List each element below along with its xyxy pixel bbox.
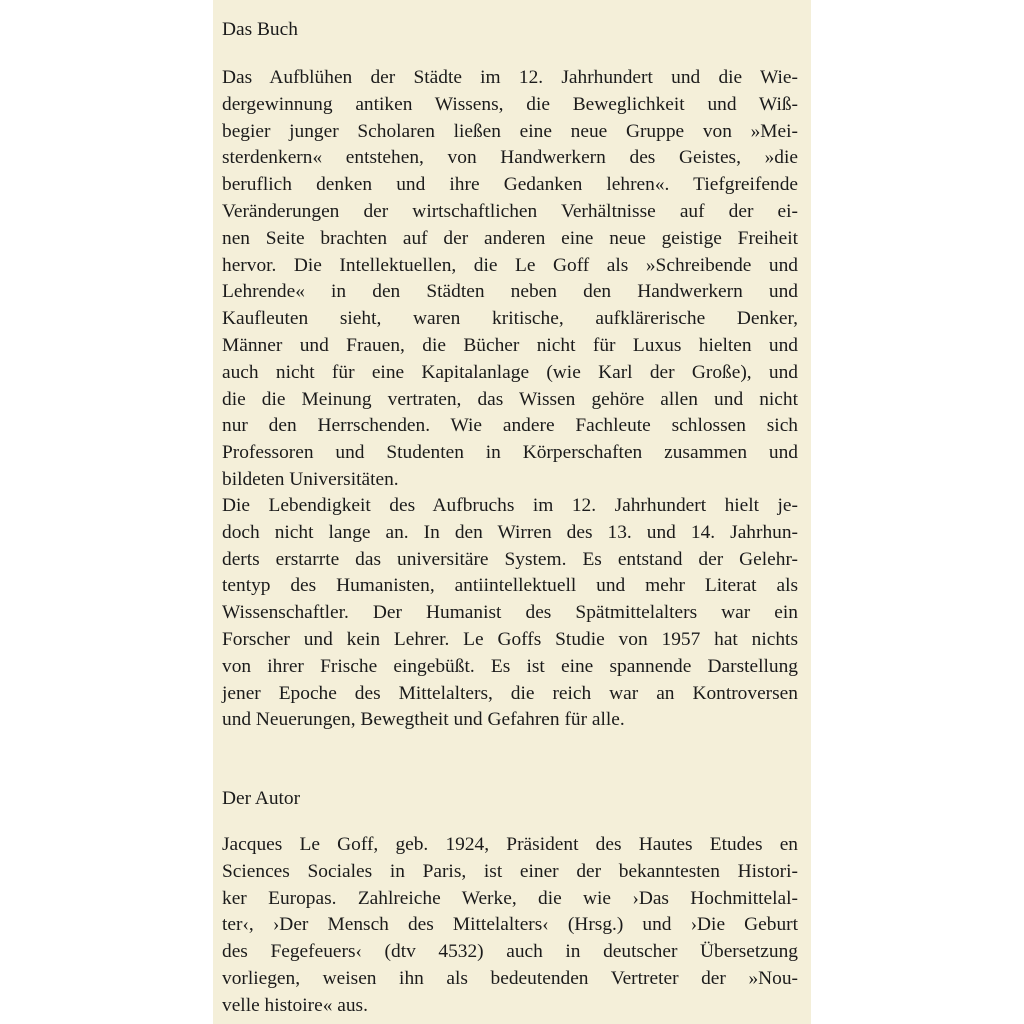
text-line: ter‹, ›Der Mensch des Mittelalters‹ (Hrsg.) und ›Die Geburt bbox=[222, 914, 798, 936]
text-line: die die Meinung vertraten, das Wissen gehöre allen und nicht bbox=[222, 388, 798, 410]
text-line: Die Lebendigkeit des Aufbruchs im 12. Jahrhundert hielt je- bbox=[222, 495, 798, 516]
book-page bbox=[213, 0, 811, 1024]
text-line: Wissenschaftler. Der Humanist des Spätmittelalters war ein bbox=[222, 602, 798, 624]
text-line: Jacques Le Goff, geb. 1924, Präsident des Hautes Etudes en bbox=[222, 834, 798, 855]
text-line: des Fegefeuers‹ (dtv 4532) auch in deutscher Übersetzung bbox=[222, 941, 798, 963]
text-line: begier junger Scholaren ließen eine neue Gruppe von »Mei- bbox=[222, 120, 798, 142]
text-line: velle histoire« aus. bbox=[222, 994, 368, 1016]
text-line: derts erstarrte das universitäre System. Es entstand der Gelehr- bbox=[222, 548, 798, 570]
text-line: ker Europas. Zahlreiche Werke, die wie ›Das Hochmittelal- bbox=[222, 887, 798, 909]
text-line: jener Epoche des Mittelalters, die reich war an Kontroversen bbox=[222, 682, 798, 704]
text-line: tentyp des Humanisten, antiintellektuell und mehr Literat als bbox=[222, 575, 798, 597]
text-line: vorliegen, weisen ihn als bedeutenden Vertreter der »Nou- bbox=[222, 967, 798, 989]
text-line: doch nicht lange an. In den Wirren des 13. und 14. Jahrhun- bbox=[222, 521, 798, 543]
text-line: von ihrer Frische eingebüßt. Es ist eine spannende Darstellung bbox=[222, 655, 798, 677]
author-description-paragraph bbox=[222, 832, 798, 1020]
book-description-paragraph-1 bbox=[222, 65, 798, 494]
text-line: Das Aufblühen der Städte im 12. Jahrhundert und die Wie- bbox=[222, 67, 798, 88]
text-line: Veränderungen der wirtschaftlichen Verhältnisse auf der ei- bbox=[222, 200, 798, 222]
text-line: auch nicht für eine Kapitalanlage (wie Karl der Große), und bbox=[222, 361, 798, 383]
text-line: beruflich denken und ihre Gedanken lehren«. Tiefgreifende bbox=[222, 174, 798, 196]
author-heading: Der Autor bbox=[222, 788, 301, 809]
text-line: sterdenkern« entstehen, von Handwerkern des Geistes, »die bbox=[222, 147, 798, 169]
text-line: hervor. Die Intellektuellen, die Le Goff als »Schreibende und bbox=[222, 254, 798, 276]
text-line: Sciences Sociales in Paris, ist einer der bekanntesten Histori- bbox=[222, 860, 798, 882]
book-description-paragraph-2 bbox=[222, 493, 798, 734]
book-heading: Das Buch bbox=[222, 19, 298, 40]
text-line: Männer und Frauen, die Bücher nicht für Luxus hielten und bbox=[222, 334, 798, 356]
text-line: Lehrende« in den Städten neben den Handwerkern und bbox=[222, 281, 798, 303]
text-line: und Neuerungen, Bewegtheit und Gefahren für alle. bbox=[222, 709, 625, 731]
text-line: dergewinnung antiken Wissens, die Beweglichkeit und Wiß- bbox=[222, 93, 798, 115]
text-line: nen Seite brachten auf der anderen eine neue geistige Freiheit bbox=[222, 227, 798, 249]
text-line: Kaufleuten sieht, waren kritische, aufklärerische Denker, bbox=[222, 308, 798, 330]
text-line: nur den Herrschenden. Wie andere Fachleute schlossen sich bbox=[222, 415, 798, 437]
text-line: bildeten Universitäten. bbox=[222, 468, 399, 490]
text-line: Professoren und Studenten in Körperschaften zusammen und bbox=[222, 442, 798, 464]
text-line: Forscher und kein Lehrer. Le Goffs Studie von 1957 hat nichts bbox=[222, 628, 798, 650]
